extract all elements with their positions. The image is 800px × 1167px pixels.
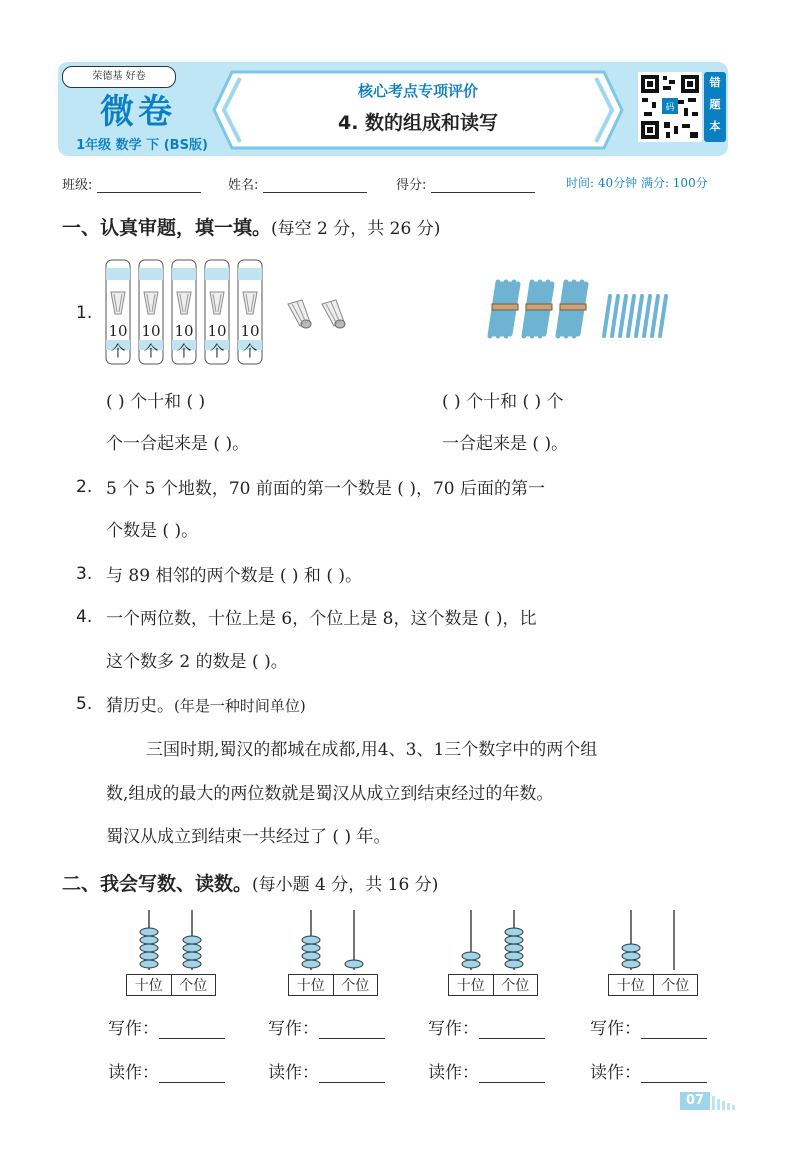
- q1-number: 1.: [76, 303, 93, 323]
- class-label: 班级:: [62, 178, 93, 193]
- read-field-4: [590, 1058, 707, 1083]
- abacus-bead: [302, 960, 320, 968]
- loose-stick: [604, 296, 610, 336]
- q5-note: (年是一种时间单位): [174, 697, 306, 715]
- abacus-bead: [462, 952, 480, 960]
- read-label: 读作：: [428, 1063, 479, 1083]
- write-label: 写作：: [428, 1019, 479, 1039]
- abacus-bead: [345, 960, 363, 968]
- ones-label: 个位: [661, 978, 690, 994]
- abacus-bead: [505, 952, 523, 960]
- cuoti-char-2: 题: [709, 98, 721, 111]
- name-label: 姓名:: [228, 178, 259, 193]
- q3-line1: 与 89 相邻的两个数是 ( ) 和 ( )。: [106, 566, 362, 586]
- tens-label: 十位: [127, 975, 172, 995]
- read-label: 读作：: [590, 1063, 641, 1083]
- q2-line1: 5 个 5 个地数，70 前面的第一个数是 ( )，70 后面的第一: [106, 479, 545, 499]
- abacus-rods: [448, 908, 538, 970]
- abacus-bead: [140, 960, 158, 968]
- name-field: [228, 174, 367, 193]
- section2-heading: [62, 869, 438, 896]
- q2-line2: 个数是 ( )。: [106, 521, 199, 541]
- q5-line2: 数,组成的最大的两位数就是蜀汉从成立到结束经过的年数。: [106, 784, 554, 804]
- q5-title: 猜历史。: [106, 696, 174, 716]
- tens-label: 十位: [609, 975, 654, 995]
- loose-stick: [660, 296, 666, 336]
- abacus-bead: [505, 928, 523, 936]
- svg-text:10: 10: [174, 322, 194, 340]
- read-input[interactable]: [479, 1064, 545, 1083]
- cuoti-char-1: 错: [709, 76, 721, 89]
- loose-stick: [612, 296, 618, 336]
- shuttlecock-tube: [238, 260, 262, 364]
- svg-text:个: 个: [110, 342, 126, 360]
- svg-text:10: 10: [240, 322, 260, 340]
- read-label: 读作：: [268, 1063, 319, 1083]
- abacus-base: [126, 974, 216, 996]
- q3-number: 3.: [76, 564, 93, 584]
- series-title: 微卷: [100, 92, 176, 132]
- svg-text:10: 10: [141, 322, 161, 340]
- abacus-base: [608, 974, 698, 996]
- write-label: 写作：: [590, 1019, 641, 1039]
- abacus-bead: [302, 952, 320, 960]
- abacus-3: [448, 908, 538, 994]
- write-label: 写作：: [108, 1019, 159, 1039]
- abacus-4: [608, 908, 698, 994]
- q5-heading: [106, 694, 746, 718]
- shuttlecock-tube: [205, 260, 229, 364]
- qr-code-icon[interactable]: [638, 72, 702, 142]
- loose-shuttlecocks: [282, 296, 352, 336]
- svg-text:10: 10: [207, 322, 227, 340]
- write-field-1: [108, 1014, 225, 1039]
- abacus-rods: [126, 908, 216, 970]
- abacus-bead: [140, 928, 158, 936]
- score-input[interactable]: [431, 178, 535, 193]
- page-bars-decoration: [712, 1096, 740, 1110]
- abacus-rods: [608, 908, 698, 970]
- ones-label: 个位: [341, 978, 370, 994]
- q5-number: 5.: [76, 694, 93, 714]
- section1-note: (每空 2 分，共 26 分): [271, 219, 441, 239]
- loose-stick: [644, 296, 650, 336]
- kaodian-title: 核心考点专项评价: [357, 82, 478, 100]
- abacus-bead: [302, 936, 320, 944]
- tens-label: 十位: [289, 975, 334, 995]
- q5-line1: 三国时期,蜀汉的都城在成都,用4、3、1三个数字中的两个组: [146, 740, 598, 760]
- tens-label: 十位: [449, 975, 494, 995]
- q2-number: 2.: [76, 477, 93, 497]
- abacus-bead: [140, 944, 158, 952]
- abacus-bead: [183, 944, 201, 952]
- svg-text:个: 个: [209, 342, 225, 360]
- write-input[interactable]: [159, 1020, 225, 1039]
- abacus-bead: [505, 960, 523, 968]
- q1-left-line1: ( ) 个十和 ( ): [106, 392, 206, 412]
- abacus-rods: [288, 908, 378, 970]
- stick-bundle: [490, 282, 518, 336]
- q1-right-line1: ( ) 个十和 ( ) 个: [442, 392, 564, 412]
- page-number: 07: [680, 1092, 710, 1110]
- write-input[interactable]: [641, 1020, 707, 1039]
- q4-number: 4.: [76, 607, 93, 627]
- loose-stick: [636, 296, 642, 336]
- read-input[interactable]: [641, 1064, 707, 1083]
- section2-title: 二、我会写数、读数。: [62, 873, 253, 895]
- abacus-bead: [622, 960, 640, 968]
- abacus-bead: [505, 936, 523, 944]
- abacus-bead: [302, 944, 320, 952]
- section2-note: (每小题 4 分，共 16 分): [252, 875, 439, 895]
- stick-bundle: [524, 282, 552, 336]
- abacus-bead: [183, 936, 201, 944]
- write-field-4: [590, 1014, 707, 1039]
- abacus-bead: [140, 936, 158, 944]
- abacus-base: [448, 974, 538, 996]
- loose-stick: [628, 296, 634, 336]
- ones-label: 个位: [179, 978, 208, 994]
- abacus-base: [288, 974, 378, 996]
- svg-text:个: 个: [242, 342, 258, 360]
- score-field: [396, 174, 535, 193]
- abacus-bead: [140, 952, 158, 960]
- svg-text:个: 个: [143, 342, 159, 360]
- time-info: 时间: 40分钟 满分: 100分: [566, 176, 708, 190]
- loose-stick: [620, 296, 626, 336]
- write-input[interactable]: [479, 1020, 545, 1039]
- shuttlecock-tube: [106, 260, 130, 364]
- q5-line3: 蜀汉从成立到结束一共经过了 ( ) 年。: [106, 827, 391, 847]
- write-input[interactable]: [319, 1020, 385, 1039]
- q4-line2: 这个数多 2 的数是 ( )。: [106, 652, 288, 672]
- name-input[interactable]: [263, 178, 367, 193]
- section1-title: 一、认真审题，填一填。: [62, 217, 272, 239]
- read-field-2: [268, 1058, 385, 1083]
- cuoti-char-3: 本: [709, 120, 721, 133]
- topic-title: 4. 数的组成和读写: [337, 112, 499, 134]
- write-field-3: [428, 1014, 545, 1039]
- shuttlecock-tubes: [102, 256, 272, 368]
- abacus-1: [126, 908, 216, 994]
- shuttlecock-tube: [139, 260, 163, 364]
- svg-text:个: 个: [176, 342, 192, 360]
- section1-heading: [62, 213, 440, 240]
- read-input[interactable]: [159, 1064, 225, 1083]
- read-label: 读作：: [108, 1063, 159, 1083]
- write-field-2: [268, 1014, 385, 1039]
- read-input[interactable]: [319, 1064, 385, 1083]
- shuttlecock-icon: [322, 300, 345, 328]
- abacus-bead: [505, 944, 523, 952]
- abacus-2: [288, 908, 378, 994]
- q1-left-line2: 个一合起来是 ( )。: [106, 434, 250, 454]
- abacus-bead: [183, 960, 201, 968]
- shuttlecock-tube: [172, 260, 196, 364]
- q1-right-line2: 一合起来是 ( )。: [442, 434, 569, 454]
- read-field-1: [108, 1058, 225, 1083]
- cuoti-badge[interactable]: [704, 72, 726, 142]
- q4-line1: 一个两位数，十位上是 6，个位上是 8，这个数是 ( )，比: [106, 609, 537, 629]
- read-field-3: [428, 1058, 545, 1083]
- svg-text:10: 10: [108, 322, 128, 340]
- stick-bundle: [558, 282, 586, 336]
- brand-tag: 荣德基 好卷: [62, 66, 176, 88]
- abacus-bead: [183, 952, 201, 960]
- abacus-bead: [462, 960, 480, 968]
- abacus-bead: [622, 944, 640, 952]
- shuttlecock-icon: [288, 300, 311, 328]
- abacus-bead: [622, 952, 640, 960]
- class-field: [62, 174, 201, 193]
- loose-stick: [652, 296, 658, 336]
- score-label: 得分:: [396, 178, 427, 193]
- svg-text:码: 码: [665, 103, 675, 113]
- class-input[interactable]: [97, 178, 201, 193]
- stick-bundles: [486, 276, 676, 346]
- grade-label: 1年级 数学 下 (BS版): [76, 138, 208, 153]
- ones-label: 个位: [501, 978, 530, 994]
- write-label: 写作：: [268, 1019, 319, 1039]
